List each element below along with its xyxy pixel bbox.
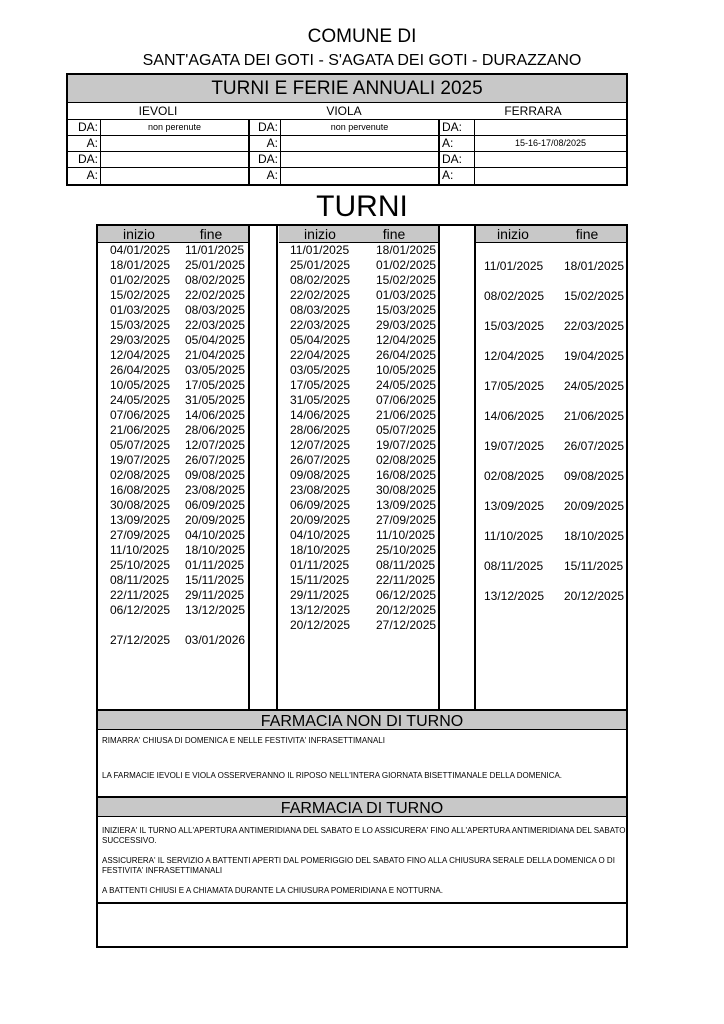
turno-inizio: 02/08/2025 [484,469,545,483]
label-a: A: [442,136,454,150]
turno-inizio: 22/03/2025 [290,318,351,332]
turno-fine: 12/04/2025 [376,333,437,347]
turno-fine: 07/06/2025 [376,393,437,407]
ferie-title: TURNI E FERIE ANNUALI 2025 [68,75,626,103]
ferie-row-4 [68,168,626,184]
turno-fine: 29/11/2025 [185,588,245,602]
viola-col-header [279,226,439,243]
di-turno-note-3: A BATTENTI CHIUSI E A CHIAMATA DURANTE LA CHIUSURA POMERIDIANA E NOTTURNA. [102,886,443,895]
turno-fine: 06/09/2025 [185,498,246,512]
turno-inizio: 14/06/2025 [290,408,351,422]
turni-box [96,224,628,948]
turno-inizio: 29/03/2025 [110,333,171,347]
turno-inizio: 13/12/2025 [290,603,351,617]
header-inizio: inizio [123,226,155,242]
turno-fine: 21/04/2025 [185,348,246,362]
turno-inizio: 31/05/2025 [290,393,351,407]
turno-fine: 25/01/2025 [185,258,246,272]
turno-fine: 20/12/2025 [376,603,437,617]
turno-fine: 17/05/2025 [185,378,246,392]
header-fine: fine [199,226,223,242]
turno-inizio: 18/10/2025 [290,543,351,557]
turno-inizio: 06/12/2025 [110,603,171,617]
label-da: DA: [442,120,463,134]
turno-inizio: 14/06/2025 [484,409,545,423]
turno-fine: 20/09/2025 [185,513,246,527]
ferie-row-1 [68,120,626,136]
turno-inizio: 29/11/2025 [290,588,350,602]
turno-inizio: 05/04/2025 [290,333,351,347]
turno-inizio: 20/12/2025 [290,618,351,632]
pharmacy-name-viola: VIOLA [326,104,362,118]
non-di-turno-note-2: LA FARMACIE IEVOLI E VIOLA OSSERVERANNO IL RIPOSO NELL'INTERA GIORNATA BISETTIMANALE DELLA DOMENICA. [102,771,563,780]
turno-fine: 12/07/2025 [185,438,246,452]
turno-inizio: 11/10/2025 [110,543,170,557]
turno-fine: 19/07/2025 [376,438,437,452]
label-a: A: [442,168,454,182]
label-da: DA: [442,152,463,166]
turno-fine: 25/10/2025 [376,543,437,557]
turno-inizio: 27/09/2025 [110,528,171,542]
turni-title: TURNI [316,190,408,223]
header-inizio: inizio [304,226,336,242]
turno-fine: 15/11/2025 [185,573,245,587]
turno-fine: 28/06/2025 [185,423,246,437]
turno-fine: 24/05/2025 [564,379,625,393]
turno-fine: 18/01/2025 [564,259,625,273]
turno-inizio: 04/10/2025 [290,528,351,542]
turno-inizio: 25/01/2025 [290,258,351,272]
turno-inizio: 20/09/2025 [290,513,351,527]
turno-inizio: 13/09/2025 [110,513,171,527]
turno-fine: 04/10/2025 [185,528,246,542]
header-fine: fine [575,226,599,242]
turno-fine: 15/03/2025 [376,303,437,317]
header-inizio: inizio [497,226,529,242]
turno-fine: 22/03/2025 [185,318,246,332]
turno-fine: 31/05/2025 [185,393,246,407]
turno-fine: 16/08/2025 [376,468,437,482]
turno-fine: 15/11/2025 [564,559,624,573]
turno-inizio: 17/05/2025 [290,378,351,392]
ferrara-col-header [476,226,626,243]
turno-inizio: 08/02/2025 [484,289,545,303]
turno-inizio: 15/11/2025 [290,573,350,587]
turno-fine: 19/04/2025 [564,349,625,363]
turno-fine: 21/06/2025 [376,408,437,422]
turno-inizio: 03/05/2025 [290,363,351,377]
ferie-pharmacy-names [68,103,626,120]
header-comuni-list: SANT'AGATA DEI GOTI - S'AGATA DEI GOTI - DURAZZANO [142,52,582,69]
turno-inizio: 01/03/2025 [110,303,171,317]
turno-fine: 15/02/2025 [376,273,437,287]
turno-inizio: 07/06/2025 [110,408,171,422]
turno-inizio: 01/02/2025 [110,273,171,287]
turno-inizio: 30/08/2025 [110,498,171,512]
label-a: A: [266,136,278,150]
turno-fine: 01/02/2025 [376,258,437,272]
turno-inizio: 10/05/2025 [110,378,171,392]
turno-fine: 26/04/2025 [376,348,437,362]
turno-fine: 20/12/2025 [564,589,625,603]
turno-fine: 22/02/2025 [185,288,246,302]
turno-fine: 09/08/2025 [564,469,625,483]
turno-inizio: 22/02/2025 [290,288,351,302]
turno-inizio: 13/09/2025 [484,499,545,513]
turno-inizio: 01/11/2025 [290,558,350,572]
turno-fine: 13/09/2025 [376,498,437,512]
turno-fine: 18/10/2025 [185,543,246,557]
non-di-turno-note-1: RIMARRA' CHIUSA DI DOMENICA E NELLE FESTIVITA' INFRASETTIMANALI [102,736,385,745]
turno-inizio: 11/10/2025 [484,529,544,543]
ferie-row-3 [68,152,626,168]
turno-fine: 05/07/2025 [376,423,437,437]
ievoli-col-header [98,226,249,243]
ievoli-da-value: non perenute [147,122,202,132]
turno-fine: 08/11/2025 [376,558,436,572]
turno-inizio: 08/11/2025 [484,559,544,573]
turno-fine: 26/07/2025 [564,439,625,453]
ferie-table [66,73,628,186]
turno-inizio: 17/05/2025 [484,379,545,393]
turno-inizio: 24/05/2025 [110,393,171,407]
turno-fine: 18/01/2025 [376,243,437,257]
turno-inizio: 19/07/2025 [484,439,545,453]
turno-inizio: 15/02/2025 [110,288,171,302]
turno-fine: 30/08/2025 [376,483,437,497]
turno-inizio: 08/02/2025 [290,273,351,287]
turno-inizio: 12/04/2025 [484,349,545,363]
turno-inizio: 22/04/2025 [290,348,351,362]
turno-inizio: 26/07/2025 [290,453,351,467]
label-da: DA: [257,152,278,166]
label-a: A: [86,136,98,150]
label-da: DA: [77,120,98,134]
turno-fine: 08/02/2025 [185,273,246,287]
turno-inizio: 27/12/2025 [110,633,171,647]
turno-fine: 08/03/2025 [185,303,246,317]
turno-fine: 05/04/2025 [185,333,246,347]
turno-fine: 01/03/2025 [376,288,437,302]
turno-inizio: 15/03/2025 [110,318,171,332]
di-turno-title: FARMACIA DI TURNO [98,796,626,817]
di-turno-note-2: ASSICURERA' IL SERVIZIO A BATTENTI APERTI DAL POMERIGGIO DEL SABATO FINO ALLA CHIUSURA SERALE DELLA DOMENICA O DI FESTIVITA' INFRASETTIMANALI [102,856,615,875]
turno-fine: 01/11/2025 [185,558,245,572]
turno-inizio: 06/09/2025 [290,498,351,512]
turno-inizio: 19/07/2025 [110,453,171,467]
turno-fine: 27/09/2025 [376,513,437,527]
turno-inizio: 25/10/2025 [110,558,171,572]
label-da: DA: [257,120,278,134]
turno-inizio: 28/06/2025 [290,423,351,437]
turno-fine: 03/01/2026 [185,633,246,647]
turno-inizio: 05/07/2025 [110,438,171,452]
turno-inizio: 04/01/2025 [110,243,171,257]
turno-fine: 02/08/2025 [376,453,437,467]
turno-fine: 14/06/2025 [185,408,246,422]
turno-inizio: 21/06/2025 [110,423,171,437]
turno-fine: 27/12/2025 [376,618,437,632]
turno-fine: 18/10/2025 [564,529,625,543]
turno-fine: 22/03/2025 [564,319,625,333]
turno-inizio: 15/03/2025 [484,319,545,333]
label-a: A: [86,168,98,182]
turno-fine: 20/09/2025 [564,499,625,513]
label-a: A: [266,168,278,182]
turno-fine: 26/07/2025 [185,453,246,467]
turno-fine: 21/06/2025 [564,409,625,423]
turno-inizio: 02/08/2025 [110,468,171,482]
header-comune: COMUNE DI [307,26,417,47]
turno-fine: 06/12/2025 [376,588,437,602]
turno-fine: 09/08/2025 [185,468,246,482]
turno-fine: 22/11/2025 [376,573,436,587]
turno-fine: 13/12/2025 [185,603,246,617]
turno-inizio: 12/04/2025 [110,348,171,362]
ferie-row-2 [68,136,626,152]
pharmacy-name-ferrara: FERRARA [504,104,562,118]
turno-fine: 11/01/2025 [185,243,245,257]
turno-inizio: 11/01/2025 [290,243,350,257]
turno-inizio: 09/08/2025 [290,468,351,482]
ferrara-a-value: 15-16-17/08/2025 [514,138,587,148]
turno-inizio: 23/08/2025 [290,483,351,497]
non-di-turno-title: FARMACIA NON DI TURNO [98,709,626,730]
di-turno-note-1: INIZIERA' IL TURNO ALL'APERTURA ANTIMERIDIANA DEL SABATO E LO ASSICURERA' FINO ALL'APERTURA ANTIMERIDIANA DEL SABATO SUCCESSIVO. [102,826,626,845]
turno-fine: 15/02/2025 [564,289,625,303]
turno-fine: 03/05/2025 [185,363,246,377]
turno-inizio: 11/01/2025 [484,259,544,273]
viola-da-value: non pervenute [330,122,389,132]
turno-inizio: 16/08/2025 [110,483,171,497]
turno-inizio: 12/07/2025 [290,438,351,452]
turno-inizio: 26/04/2025 [110,363,171,377]
turno-fine: 29/03/2025 [376,318,437,332]
pharmacy-name-ievoli: IEVOLI [138,104,178,118]
turno-fine: 23/08/2025 [185,483,246,497]
turno-inizio: 18/01/2025 [110,258,171,272]
turno-fine: 24/05/2025 [376,378,437,392]
turno-inizio: 08/03/2025 [290,303,351,317]
turno-fine: 11/10/2025 [376,528,436,542]
turno-fine: 10/05/2025 [376,363,437,377]
header-fine: fine [382,226,406,242]
turno-inizio: 13/12/2025 [484,589,545,603]
label-da: DA: [77,152,98,166]
turno-inizio: 22/11/2025 [110,588,170,602]
turno-inizio: 08/11/2025 [110,573,170,587]
